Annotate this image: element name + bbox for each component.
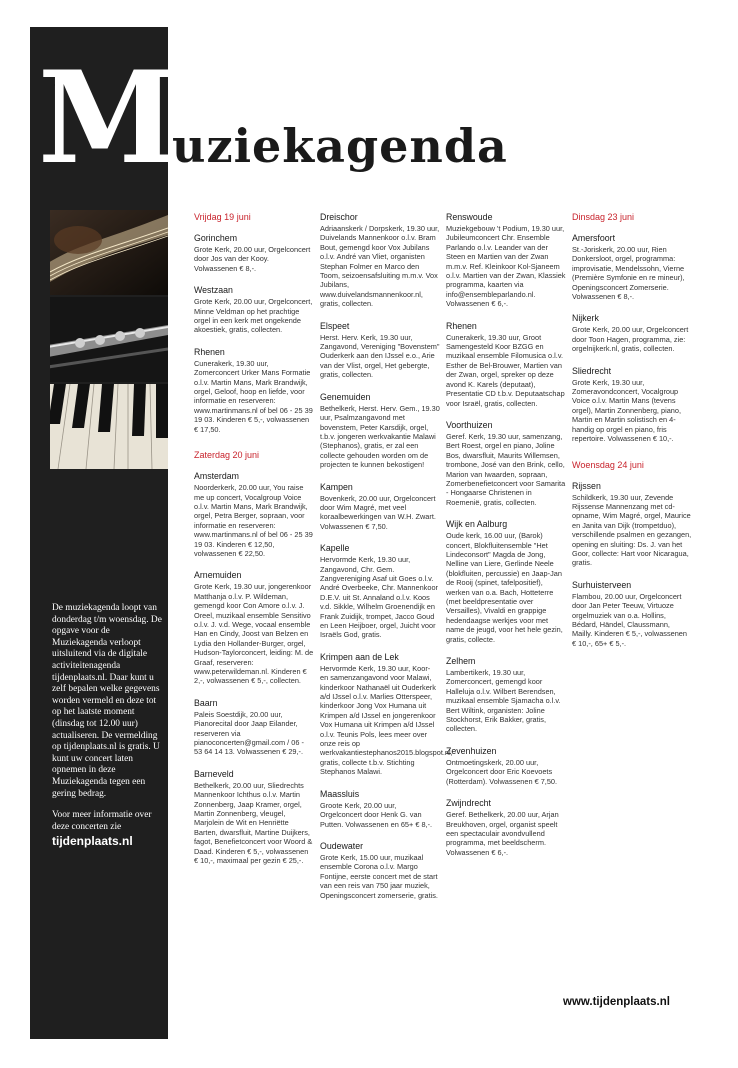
entry-details: Bethelkerk, 20.00 uur, Sliedrechts Mannenkoor Ichthus o.l.v. Martin Zonnenberg, Jaap Kramer, orgel, Martin Zonnenberg, vleugel, Marjolein de Wit en Henriëtte Barten, dwarsfluit, Martine Duijkers, fagot, Benefietconcert voor Woord & Daad. Kinderen € 5,-, volwassenen € 10,-, maximaal per gezin € 25,-. [194,780,313,866]
agenda-entry [446,656,566,734]
agenda-entry [194,347,314,434]
entry-details: Geref. Kerk, 19.30 uur, samenzang, Bert Roest, orgel en piano, Joline Bos, dwarsfluit, Maurits Willemsen, trombone, José van den Brink, cello, Marion van Iwaarden, sopraan, Zomerbenefietconcert voor Samarita - Hongaarse Christenen in Roemenië, gratis, collecten. [446,431,566,507]
entry-place: Elspeet [320,320,350,331]
agenda-entry [194,285,314,335]
entry-place: Genemuiden [320,391,371,402]
day-heading: Zaterdag 20 juni [194,450,260,461]
entry-place: Zevenhuizen [446,745,497,756]
side-note [52,603,164,849]
footer-url-link[interactable]: www.tijdenplaats.nl [563,996,670,1008]
agenda-entry [572,313,692,353]
entry-place: Amsterdam [194,471,239,482]
agenda-entry [446,519,566,644]
entry-place: Sliedrecht [572,365,612,376]
flute-photo [50,297,168,382]
entry-details: Adriaanskerk / Dorpskerk, 19.30 uur, Duivelands Mannenkoor o.l.v. Bram Bout, gemengd koor Vox Jubilans o.l.v. André van Vliet, organisten Stephan Folmer en Marco den Toom, seizoensafsluiting m.m.v. Vox Jubilans, www.duivelandsmannenkoor.nl, gratis, collecten. [320,224,440,309]
entry-place: Rhenen [446,320,477,331]
page-title: uziekagenda [172,119,508,173]
entry-details: Flambou, 20.00 uur, Orgelconcert door Jan Peter Teeuw, Virtuoze orgelmuziek van o.a. Hollins, Bédard, Händel, Claussmann, Mailly. Kinderen € 5,-, volwassenen € 10,-, 65+ € 5,-. [572,591,687,648]
agenda-entry [446,420,566,507]
entry-details: Herst. Herv. Kerk, 19.30 uur, Zangavond, Vereniging "Bovenstem" Ouderkerk aan den IJssel e.o., Arie van der Vlist, orgel, Het gebergte, gratis, collecten. [320,332,440,380]
agenda-entry [572,233,692,301]
entry-details: Cunerakerk, 19.30 uur, Zomerconcert Urker Mans Formatie o.l.v. Martin Mans, Mark Brandwijk, orgel, Geloof, hoop en liefde, voor informatie en reserveren: www.martinmans.nl of bel 06 - 25 39 19 03. Kinderen € 5,-, volwassenen € 17,50. [194,358,313,434]
entry-place: Oudewater [320,840,364,851]
entry-details: Geref. Bethelkerk, 20.00 uur, Arjan Breukhoven, orgel, organist speelt een spectaculair avondvullend programma, met beeldscherm. Volwassenen € 6,-. [446,810,559,857]
agenda-entry [194,769,314,866]
entry-place: Maassluis [320,788,360,799]
entry-place: Nijkerk [572,313,599,324]
agenda-entry [446,321,566,408]
agenda-entry [320,482,440,532]
entry-details: Hervormde Kerk, 19.30 uur, Zangavond, Chr. Gem. Zangvereniging Asaf uit Goes o.l.v. André Overbeeke, Chr. Mannenkoor D.E.V. uit St. Annaland o.l.v. Koos v.d. Sikkle, Wilhelm Groenendijk en Frank Zuidijk, trompet, Jacco Goud en Leen Heijboer, orgel, Juicht voor Israëls God, gratis. [320,555,438,640]
entry-place: Baarn [194,697,218,708]
agenda-entry [194,570,314,685]
entry-details: Noorderkerk, 20.00 uur, You raise me up concert, Vocalgroup Voice o.l.v. Martin Mans, Mark Brandwijk, orgel, Petra Berger, sopraan, voor informatie en reserveren: www.martinmans.nl of bel 06 - 25 39 19 03. Kinderen € 12,50, volwassenen € 22,50. [194,483,313,558]
entry-place: Kapelle [320,543,350,554]
agenda-entry [320,789,440,829]
day-heading: Dinsdag 23 juni [572,212,635,222]
day-heading: Vrijdag 19 juni [194,212,251,222]
entry-details: Paleis Soestdijk, 20.00 uur, Pianorecital door Jaap Eilander, reserveren via pianoconcerten@gmail.com / 06 - 53 64 14 13. Volwassenen € 29,-. [194,709,304,757]
entry-place: Barneveld [194,768,234,779]
entry-details: St.-Joriskerk, 20.00 uur, Rien Donkersloot, orgel, programma: improvisatie, Mendelssohn, Vierne (Première Symfonie en re mineur), Openingsconcert Zomerserie. Volwassenen € 8,-. [572,245,685,302]
agenda-entry [446,798,566,857]
violin-photo [50,210,168,295]
agenda-entry [320,841,440,900]
agenda-column-3 [446,212,566,869]
agenda-column-2 [320,212,453,912]
side-url-link[interactable]: tijdenplaats.nl [52,834,133,849]
entry-place: Wijk en Aalburg [446,519,508,530]
entry-details: Schildkerk, 19.30 uur, Zevende Rijssense Mannenzang met cd-opname, Wim Magré, orgel, Maurice en Janita van Dijk (trompetduo), verschillende psalmen en gezangen, opening en sluiting: Ds. J. van het Goor, collecte: Hart voor Nicaragua, gratis. [572,492,692,568]
entry-place: Zwijndrecht [446,798,491,809]
entry-place: Zelhem [446,656,476,667]
entry-place: Surhuisterveen [572,579,632,590]
entry-details: Grote Kerk, 19.30 uur, Zomeravondconcert, Vocalgroup Voice o.l.v. Martin Mans (tevens orgel), Martin Zonnenberg, piano, Martin en Martin solistisch en 4-handig op orgel en piano, fris repertoire. Volwassenen € 10,-. [572,377,681,444]
agenda-entry [446,746,566,786]
side-info: Voor meer informatie over deze concerten zie [52,810,152,832]
agenda-column-1 [194,212,314,878]
agenda-entry [572,366,692,444]
agenda-entry [572,580,692,648]
entry-details: Ontmoetingskerk, 20.00 uur, Orgelconcert door Eric Koevoets (Rotterdam). Volwassenen € 7,50. [446,757,558,786]
entry-place: Westzaan [194,285,233,296]
side-paragraph: De muziekagenda loopt van donderdag t/m woensdag. De opgave voor de Muziekagenda verloopt uitsluitend via de digitale activiteitenagenda tijdenplaats.nl. Daar kunt u zelf bepalen welke gegevens worden vermeld en deze tot op het laatste moment (dinsdag tot 12.00 uur) actualiseren. De vermelding op tijdenplaats.nl is gratis. U kunt uw concert laten opnemen in deze Muziekagenda tegen een gering bedrag. [52,603,162,799]
entry-details: Hervormde Kerk, 19.30 uur, Koor- en samenzangavond voor Malawi, kinderkoor Nathanaël uit Ouderkerk a/d IJssel o.l.v. Marlies Otterspeer, kinderkoor Jong Vox Humana uit Krimpen a/d IJssel en jongerenkoor Vox Humana uit Krimpen a/d IJssel o.l.v. Teunis Pols, lees meer over onze reis op werkvakantiestephanos2015.blogspot.nl, gratis, collecte t.b.v. Stichting Stephanos Malawi. [320,663,453,777]
agenda-entry [194,698,314,757]
agenda-entry [194,233,314,273]
entry-details: Lambertikerk, 19.30 uur, Zomerconcert, gemengd koor Halleluja o.l.v. Wilbert Berendsen, muzikaal ensemble Sjamacha o.l.v. Bert Wiltink, organisten: Joline Stockhorst, Erik Bakker, gratis, collecten. [446,668,561,734]
entry-details: Bethelkerk, Herst. Herv. Gem., 19.30 uur, Psalmzangavond met bovenstem, Peter Karsdijk, orgel, t.b.v. jongeren werkvakantie Malawi (Stephanos), gratis, er zal een collecte gehouden worden om de projecten te kunnen bekostigen! [320,403,440,470]
entry-details: Groote Kerk, 20.00 uur, Orgelconcert door Henk G. van Putten. Volwassenen en 65+ € 8,-. [320,800,433,829]
entry-details: Grote Kerk, 19.30 uur, jongerenkoor Matthanja o.l.v. P. Wildeman, gemengd koor Con Amore o.l.v. J. Oreel, muzikaal ensemble Sensitivo o.l.v. J. v.d. Wege, vocaal ensemble Han en Cindy, Joost van Belzen en Lydia den Hollander-Burger, orgel, Hudson-Taylorconcert, leiding: M. de Graaf, reserveren: www.peterwildeman.nl. Kinderen € 2,-, volwassenen € 5,-, collecten. [194,582,314,686]
agenda-entry [320,543,440,640]
entry-place: Arnemuiden [194,570,242,581]
entry-place: Renswoude [446,212,493,222]
entry-place: Kampen [320,481,353,492]
agenda-entry [194,471,314,558]
agenda-entry [320,321,440,380]
entry-details: Grote Kerk, 20.00 uur, Orgelconcert door Toon Hagen, programma, zie: orgelnijkerk.nl, gratis, collecten. [572,325,689,354]
entry-details: Grote Kerk, 20.00 uur, Orgelconcert door Jos van der Kooy. Volwassenen € 8,-. [194,245,311,273]
agenda-entry [320,212,440,309]
agenda-entry [572,481,692,568]
entry-details: Bovenkerk, 20.00 uur, Orgelconcert door Wim Magré, met veel koraalbewerkingen van W.H. Zwart. Volwassenen € 7,50. [320,493,436,531]
day-heading: Woensdag 24 juni [572,459,644,470]
entry-details: Cunerakerk, 19.30 uur, Groot Samengesteld Koor BZGG en muzikaal ensemble Filomusica o.l.v. Esther de Bel-Brouwer, Martien van der Zwan, orgel, spreker op deze avond K. Karels (deputaat), Presentatie CD t.b.v. Deputaatschap voor Israël, gratis, collecten. [446,332,565,408]
entry-place: Amersfoort [572,233,616,243]
entry-place: Dreischor [320,212,358,222]
entry-details: Grote Kerk, 20.00 uur, Orgelconcert, Minne Veldman op het prachtige orgel in een kerk met ongekende akoestiek, gratis, collecten. [194,297,313,335]
entry-place: Voorthuizen [446,419,493,430]
agenda-entry [320,392,440,470]
piano-photo [50,384,168,469]
entry-details: Muziekgebouw 't Podium, 19.30 uur, Jubileumconcert Chr. Ensemble Parlando o.l.v. Leander van der Steen en Martien van der Zwan m.m.v. Ref. Kleinkoor Kol-Sjaneem o.l.v. Martien van der Zwan, Klassiek programma, kaarten via info@ensembleparlando.nl. Volwassenen € 6,-. [446,224,566,309]
entry-place: Rhenen [194,346,225,357]
entry-place: Gorinchem [194,233,238,243]
title-initial: M [38,44,176,192]
entry-details: Oude kerk, 16.00 uur, (Barok) concert, Blokfluitensemble "Het Lindeconsort" Magda de Jong, Nelline van Liere, Gerlinde Neele (blokfluiten, percussie) en Jaap-Jan de Rooij (spinet, tafelpositief), werken van o.a. Bach, Hotteterre (met beeldpresentatie over Versailles), Vivaldi en grappige hedendaagse werkjes voor met name de jeugd, voor het hele gezin, gratis, collecte. [446,531,563,644]
entry-place: Krimpen aan de Lek [320,651,399,662]
agenda-entry [446,212,566,309]
entry-details: Grote Kerk, 15.00 uur, muzikaal ensemble Corona o.l.v. Margo Fontijne, eerste concert met de start van een reis van 750 jaar muziek, Openingsconcert zomerserie, gratis. [320,852,438,900]
entry-place: Rijssen [572,480,601,491]
agenda-entry [320,651,453,777]
agenda-column-4 [572,212,692,660]
